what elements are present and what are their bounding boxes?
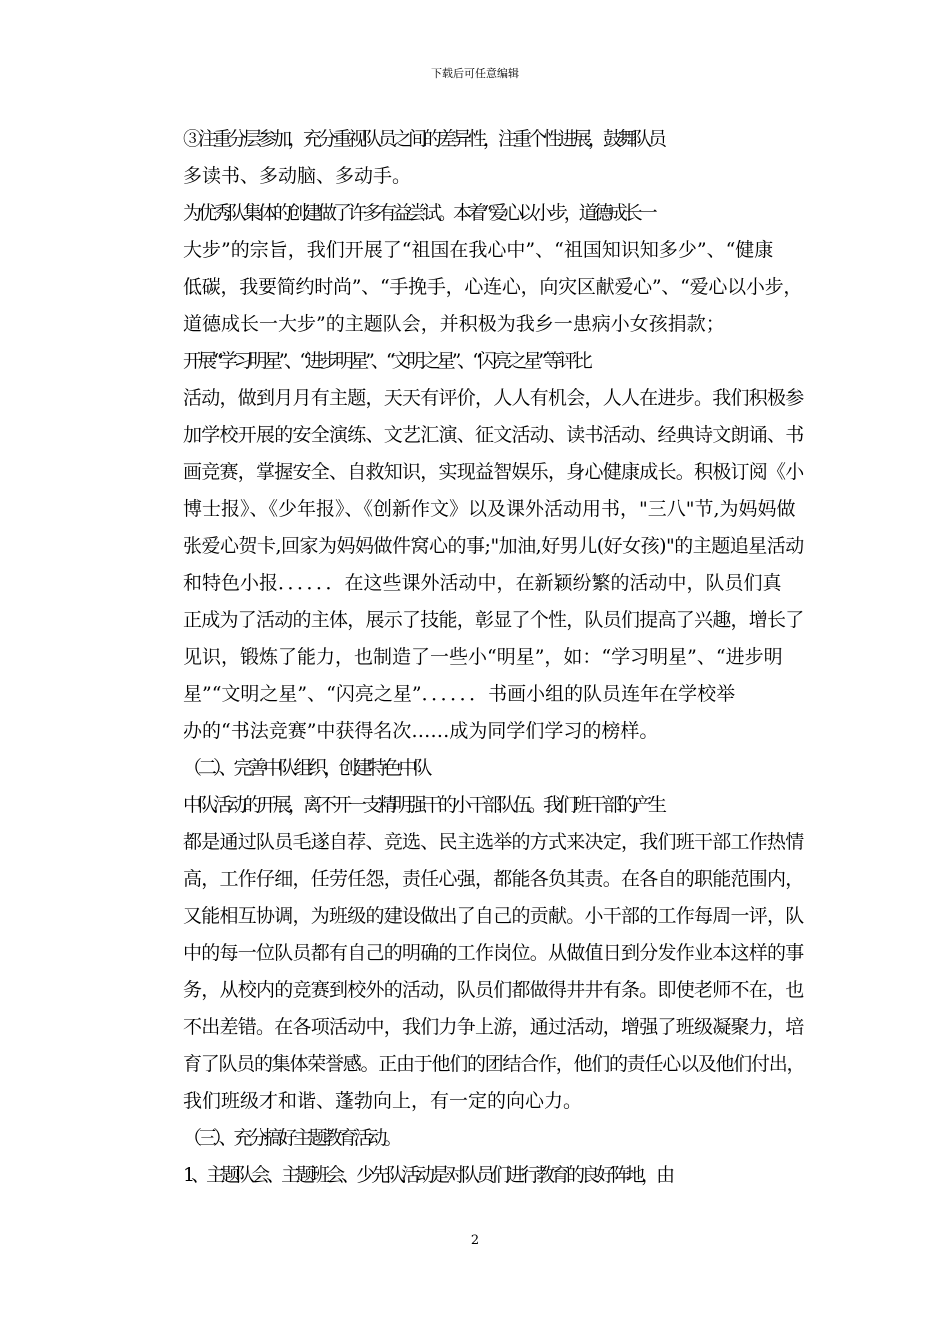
text-line: 正成为了活动的主体，展示了技能，彰显了个性，队员们提高了兴趣，增长了 xyxy=(183,609,804,631)
paragraph xyxy=(145,787,807,1120)
section-heading xyxy=(145,750,807,787)
text-line: 星”“文明之星”、“闪亮之星”．．．．．．书画小组的队员连年在学校举 xyxy=(183,683,736,705)
text-line: 张爱心贺卡,回家为妈妈做件窝心的事;"加油,好男儿(好女孩)"的主题追星活动 xyxy=(183,535,804,557)
section-heading xyxy=(145,1120,807,1157)
text-line: 我们班级才和谐、蓬勃向上，有一定的向心力。 xyxy=(183,1090,583,1112)
text-line: 又能相互协调，为班级的建设做出了自己的贡献。小干部的工作每周一评，队 xyxy=(183,905,804,927)
text-line: （二）、完善中队组织，创建特色中队 xyxy=(183,757,429,779)
text-line: 开展“学习明星”、“进步明星”、“文明之星”、“闪亮之星”等评比 xyxy=(183,350,589,372)
text-line: 高，工作仔细，任劳任怨，责任心强，都能各负其责。在各自的职能范围内， xyxy=(183,868,804,890)
paragraph xyxy=(145,121,807,195)
text-line: 中的每一位队员都有自己的明确的工作岗位。从做值日到分发作业本这样的事 xyxy=(183,942,804,964)
paragraph xyxy=(145,1157,807,1194)
text-line: 育了队员的集体荣誉感。正由于他们的团结合作，他们的责任心以及他们付出， xyxy=(183,1053,805,1075)
paragraph xyxy=(145,195,807,343)
text-line: 博士报》、《少年报》、《创新作文》以及课外活动用书，"三八"节,为妈妈做 xyxy=(183,498,796,520)
text-line: 活动，做到月月有主题，天天有评价，人人有机会，人人在进步。我们积极参 xyxy=(183,387,804,409)
paragraph xyxy=(145,343,807,750)
text-line: 加学校开展的安全演练、文艺汇演、征文活动、读书活动、经典诗文朗诵、书 xyxy=(183,424,804,446)
text-line: 办的“书法竞赛”中获得名次……成为同学们学习的榜样。 xyxy=(183,720,659,742)
text-line: （三）、充分搞好主题教育活动。 xyxy=(183,1127,399,1149)
text-line: 为优秀队集体的创建做了许多有益尝试。本着“爱心以小步，道德成长一 xyxy=(183,202,654,224)
page-header: 下载后可任意编辑 xyxy=(431,67,519,80)
text-line: 1、主题队会、主题班会、少先队活动是对队员们进行教育的良好阵地，由 xyxy=(183,1164,672,1186)
text-line: 低碳，我要简约时尚”、“手挽手，心连心，向灾区献爱心”、“爱心以小步， xyxy=(183,276,803,298)
text-line: 中队活动的开展，离不开一支精明强干的小干部队伍。我们班干部的产生 xyxy=(183,794,664,816)
text-line: 大步”的宗旨，我们开展了“祖国在我心中”、“祖国知识知多少”、“健康 xyxy=(183,239,774,261)
text-line: 画竞赛，掌握安全、自救知识，实现益智娱乐，身心健康成长。积极订阅《小 xyxy=(183,461,804,483)
text-line: 和特色小报．．．．．．在这些课外活动中，在新颖纷繁的活动中，队员们真 xyxy=(183,572,782,594)
page-number: 2 xyxy=(470,1233,480,1248)
text-line: 不出差错。在各项活动中，我们力争上游，通过活动，增强了班级凝聚力，培 xyxy=(183,1016,804,1038)
text-line: ③注重分层参加，充分重视队员之间的差异性，注重个性进展，鼓舞队员 xyxy=(183,128,664,150)
text-line: 都是通过队员毛遂自荐、竞选、民主选举的方式来决定，我们班干部工作热情 xyxy=(183,831,804,853)
document-body xyxy=(145,121,807,1194)
text-line: 见识，锻炼了能力，也制造了一些小“明星”，如：“学习明星”、“进步明 xyxy=(183,646,783,668)
text-line: 道德成长一大步”的主题队会，并积极为我乡一患病小女孩捐款； xyxy=(183,313,725,335)
text-line: 务，从校内的竞赛到校外的活动，队员们都做得井井有条。即使老师不在，也 xyxy=(183,979,804,1001)
text-line: 多读书、多动脑、多动手。 xyxy=(183,165,412,187)
